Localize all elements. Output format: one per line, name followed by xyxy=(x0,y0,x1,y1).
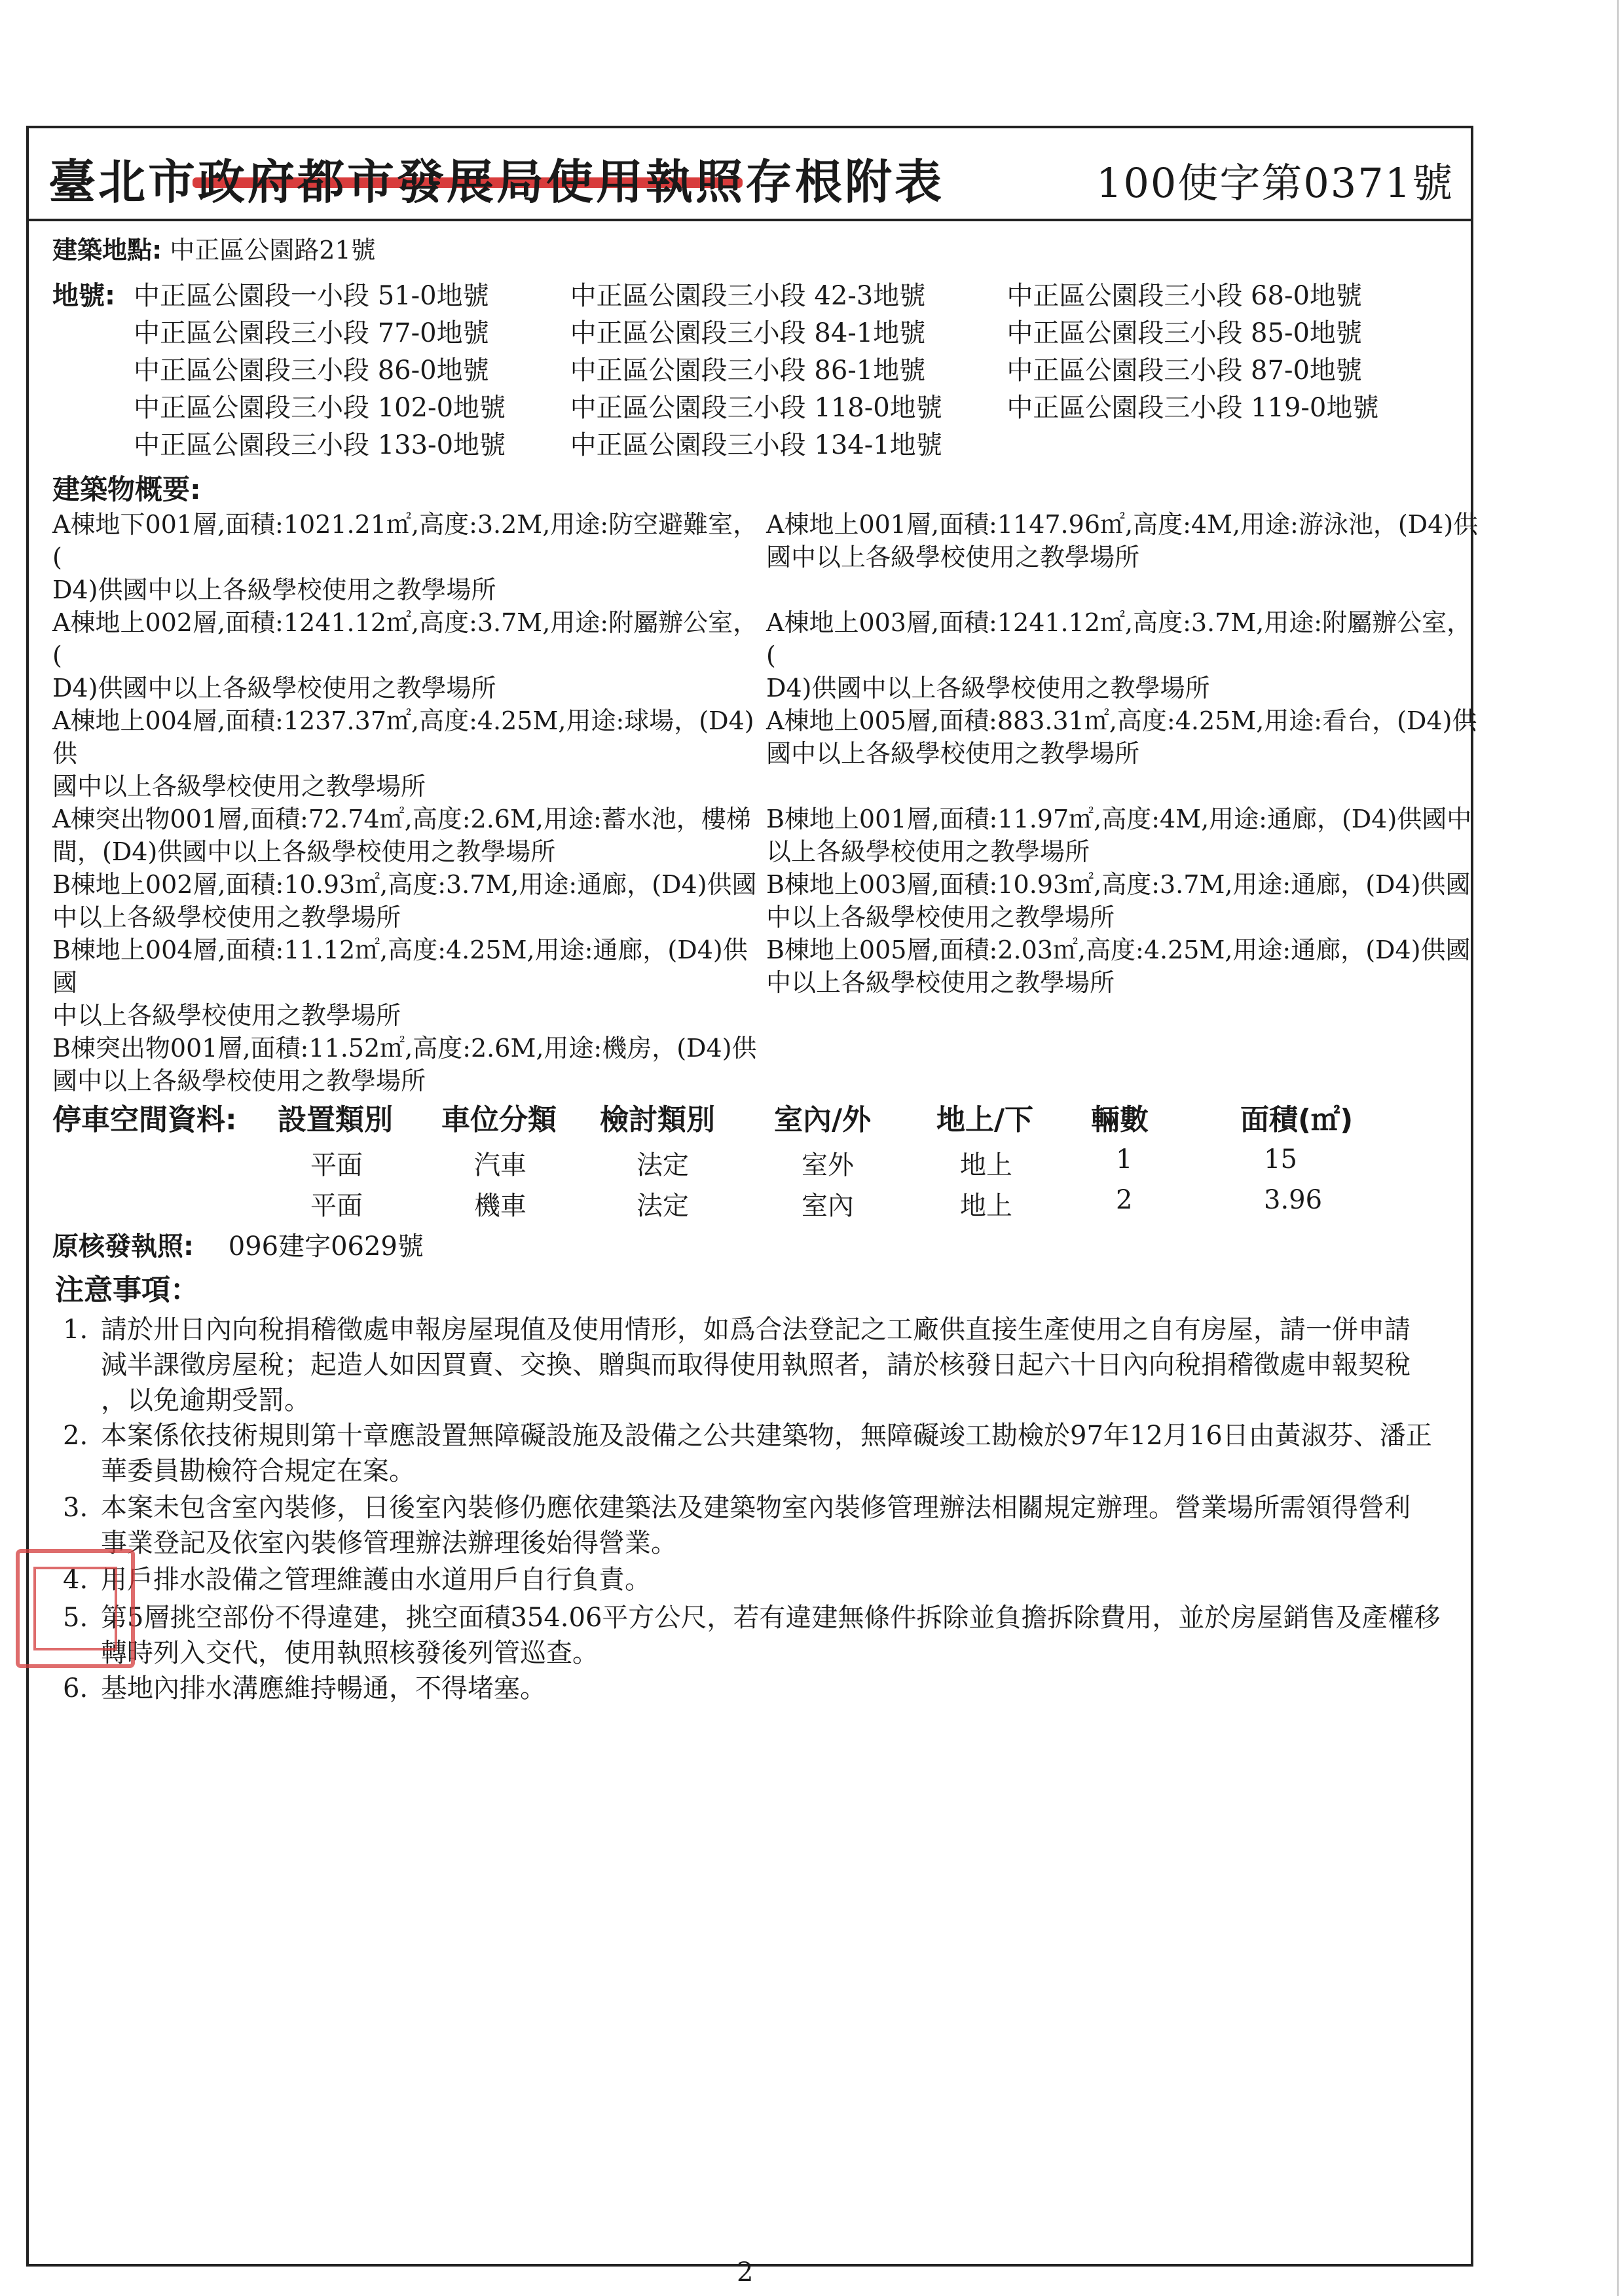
parking-header: 車位分類 xyxy=(441,1103,557,1137)
parking-header: 室內/外 xyxy=(774,1103,872,1137)
original-permit-value: 096建字0629號 xyxy=(228,1231,424,1262)
title-row xyxy=(29,128,1471,221)
building-row xyxy=(52,868,1480,934)
building-entry xyxy=(52,803,766,868)
parking-cell: 汽車 xyxy=(474,1150,526,1180)
building-entry xyxy=(52,704,766,803)
building-line: 國中以上各級學校使用之教學場所 xyxy=(52,772,426,801)
notes-title: 注意事項： xyxy=(55,1273,199,1307)
building-entry xyxy=(52,508,766,606)
note-line: 華委員勘檢符合規定在案。 xyxy=(101,1456,415,1486)
note-line: 轉時列入交代，使用執照核發後列管巡查。 xyxy=(101,1638,599,1668)
building-row xyxy=(52,934,1480,1032)
parking-header: 檢討類別 xyxy=(600,1103,715,1137)
building-entry xyxy=(766,803,1480,868)
building-row xyxy=(52,1032,1480,1097)
lot-item: 中正區公園段三小段 68-0地號 xyxy=(1006,281,1362,311)
note-number: 3. xyxy=(63,1493,88,1523)
parking-header: 輛數 xyxy=(1091,1103,1149,1137)
lot-item: 中正區公園段三小段 133-0地號 xyxy=(134,430,506,460)
buildings-label: 建築物概要: xyxy=(52,473,201,505)
building-line: 中以上各級學校使用之教學場所 xyxy=(52,903,401,932)
building-line: A棟突出物001層,面積:72.74㎡,高度:2.6M,用途:蓄水池，樓梯 xyxy=(52,805,751,833)
lot-item: 中正區公園段三小段 77-0地號 xyxy=(134,318,489,348)
parking-cell: 2 xyxy=(1116,1185,1133,1215)
building-line: A棟地上002層,面積:1241.12㎡,高度:3.7M,用途:附屬辦公室，( xyxy=(52,608,758,670)
note-item xyxy=(63,1671,1483,1706)
lot-row xyxy=(134,352,1443,390)
building-line: D4)供國中以上各級學校使用之教學場所 xyxy=(52,674,496,702)
lot-row xyxy=(134,315,1443,352)
lot-row xyxy=(134,427,1443,464)
building-row xyxy=(52,508,1480,606)
parking-header: 地上/下 xyxy=(936,1103,1034,1137)
building-line: B棟地上005層,面積:2.03㎡,高度:4.25M,用途:通廊，(D4)供國 xyxy=(766,936,1471,964)
note-line: ，以免逾期受罰。 xyxy=(101,1385,310,1415)
note-item xyxy=(63,1418,1483,1489)
parking-cell: 15 xyxy=(1264,1144,1297,1175)
building-entry xyxy=(766,868,1480,934)
building-entry xyxy=(52,934,766,1032)
site-section xyxy=(52,233,376,267)
site-value: 中正區公園路21號 xyxy=(170,236,376,264)
building-entry xyxy=(766,934,1480,1032)
lot-item: 中正區公園段三小段 86-1地號 xyxy=(570,355,926,386)
original-permit-label: 原核發執照: xyxy=(52,1231,194,1262)
parking-cell: 地上 xyxy=(960,1191,1012,1221)
lot-item: 中正區公園段三小段 87-0地號 xyxy=(1006,355,1362,386)
lot-item: 中正區公園段三小段 42-3地號 xyxy=(570,281,926,311)
building-entry xyxy=(52,1032,766,1097)
parking-cell: 平面 xyxy=(310,1191,363,1221)
building-line: 中以上各級學校使用之教學場所 xyxy=(766,968,1115,997)
note-line: 本案係依技術規則第十章應設置無障礙設施及設備之公共建築物，無障礙竣工勘檢於97年12月16日由黃淑芬、潘正 xyxy=(101,1421,1432,1451)
building-entry xyxy=(766,606,1480,704)
note-item xyxy=(63,1312,1483,1418)
site-label: 建築地點: xyxy=(52,236,162,264)
parking-cell: 法定 xyxy=(637,1150,689,1180)
building-line: A棟地上001層,面積:1147.96㎡,高度:4M,用途:游泳池，(D4)供 xyxy=(766,510,1479,539)
note-number: 1. xyxy=(63,1315,88,1345)
lot-item: 中正區公園段三小段 134-1地號 xyxy=(570,430,942,460)
buildings-summary xyxy=(52,508,1480,1097)
seal-inner-frame xyxy=(33,1567,117,1650)
lot-item: 中正區公園段三小段 102-0地號 xyxy=(134,393,506,423)
note-line: 第5層挑空部份不得違建，挑空面積354.06平方公尺，若有違建無條件拆除並負擔拆除費用，並於房屋銷售及產權移 xyxy=(101,1603,1441,1633)
lot-item: 中正區公園段三小段 84-1地號 xyxy=(570,318,926,348)
lot-item: 中正區公園段三小段 119-0地號 xyxy=(1006,393,1379,423)
note-line: 本案未包含室內裝修，日後室內裝修仍應依建築法及建築物室內裝修管理辦法相關規定辦理。營業場所需領得營利 xyxy=(101,1493,1411,1523)
parking-label: 停車空間資料: xyxy=(52,1103,237,1137)
building-line: B棟突出物001層,面積:11.52㎡,高度:2.6M,用途:機房，(D4)供 xyxy=(52,1034,757,1063)
building-line: 間，(D4)供國中以上各級學校使用之教學場所 xyxy=(52,837,556,866)
note-item xyxy=(63,1600,1483,1671)
building-entry xyxy=(52,868,766,934)
note-number: 2. xyxy=(63,1421,88,1451)
note-item xyxy=(63,1490,1483,1561)
building-line: 中以上各級學校使用之教學場所 xyxy=(766,903,1115,932)
building-line: A棟地上004層,面積:1237.37㎡,高度:4.25M,用途:球場，(D4)供 xyxy=(52,706,754,768)
parking-cell: 地上 xyxy=(960,1150,1012,1180)
document-frame xyxy=(26,126,1479,2267)
building-line: 國中以上各級學校使用之教學場所 xyxy=(52,1066,426,1095)
page-number: 2 xyxy=(737,2257,754,2287)
building-line: B棟地上002層,面積:10.93㎡,高度:3.7M,用途:通廊，(D4)供國 xyxy=(52,870,757,899)
building-row xyxy=(52,704,1480,803)
building-entry xyxy=(52,606,766,704)
original-permit xyxy=(52,1230,424,1264)
parking-cell: 機車 xyxy=(474,1191,526,1221)
building-line: D4)供國中以上各級學校使用之教學場所 xyxy=(52,575,496,604)
building-line: D4)供國中以上各級學校使用之教學場所 xyxy=(766,674,1210,702)
building-row xyxy=(52,606,1480,704)
note-line: 用戶排水設備之管理維護由水道用戶自行負責。 xyxy=(101,1565,651,1595)
parking-cell: 室外 xyxy=(802,1150,854,1180)
note-line: 減半課徵房屋稅；起造人如因買賣、交換、贈與而取得使用執照者，請於核發日起六十日內向稅捐稽徵處申報契稅 xyxy=(101,1350,1411,1380)
building-line: B棟地上001層,面積:11.97㎡,高度:4M,用途:通廊，(D4)供國中 xyxy=(766,805,1472,833)
building-line: 國中以上各級學校使用之教學場所 xyxy=(766,543,1140,572)
building-row xyxy=(52,803,1480,868)
lot-item: 中正區公園段三小段 118-0地號 xyxy=(570,393,942,423)
building-entry xyxy=(766,508,1480,606)
note-number: 4. xyxy=(63,1565,88,1595)
parking-cell: 1 xyxy=(1116,1144,1133,1175)
building-line: A棟地上005層,面積:883.31㎡,高度:4.25M,用途:看台，(D4)供 xyxy=(766,706,1477,735)
parking-cell: 室內 xyxy=(802,1191,854,1221)
building-line: A棟地上003層,面積:1241.12㎡,高度:3.7M,用途:附屬辦公室，( xyxy=(766,608,1472,670)
parking-header: 面積(㎡) xyxy=(1240,1103,1354,1137)
building-line: 中以上各級學校使用之教學場所 xyxy=(52,1001,401,1030)
parking-header: 設置類別 xyxy=(278,1103,393,1137)
building-line: 以上各級學校使用之教學場所 xyxy=(766,837,1090,866)
lot-item: 中正區公園段三小段 86-0地號 xyxy=(134,355,489,386)
building-line: A棟地下001層,面積:1021.21㎡,高度:3.2M,用途:防空避難室，( xyxy=(52,510,758,572)
note-item xyxy=(63,1562,1483,1597)
note-number: 5. xyxy=(63,1603,88,1633)
note-line: 基地內排水溝應維持暢通，不得堵塞。 xyxy=(101,1673,546,1704)
note-number: 6. xyxy=(63,1673,88,1704)
building-entry xyxy=(766,704,1480,803)
official-seal-icon xyxy=(16,1549,135,1668)
lot-item: 中正區公園段一小段 51-0地號 xyxy=(134,281,489,311)
lot-item: 中正區公園段三小段 85-0地號 xyxy=(1006,318,1362,348)
note-line: 事業登記及依室內裝修管理辦法辦理後始得營業。 xyxy=(101,1528,677,1558)
scan-edge xyxy=(1617,0,1619,2296)
parking-cell: 3.96 xyxy=(1264,1185,1323,1215)
lot-row xyxy=(134,278,1443,315)
lots-label: 地號: xyxy=(52,281,115,311)
lot-item xyxy=(1006,427,1443,464)
parking-cell: 平面 xyxy=(310,1150,363,1180)
building-line: B棟地上003層,面積:10.93㎡,高度:3.7M,用途:通廊，(D4)供國 xyxy=(766,870,1471,899)
document-title: 臺北市政府都市發展局使用執照存根附表 xyxy=(48,154,945,210)
building-line: B棟地上004層,面積:11.12㎡,高度:4.25M,用途:通廊，(D4)供國 xyxy=(52,936,748,997)
lots-grid xyxy=(134,278,1443,464)
permit-number: 100使字第0371號 xyxy=(1096,159,1454,207)
parking-cell: 法定 xyxy=(637,1191,689,1221)
lot-row xyxy=(134,390,1443,427)
note-line: 請於卅日內向稅捐稽徵處申報房屋現值及使用情形，如爲合法登記之工廠供直接生產使用之自有房屋，請一併申請 xyxy=(101,1315,1411,1345)
building-line: 國中以上各級學校使用之教學場所 xyxy=(766,739,1140,768)
